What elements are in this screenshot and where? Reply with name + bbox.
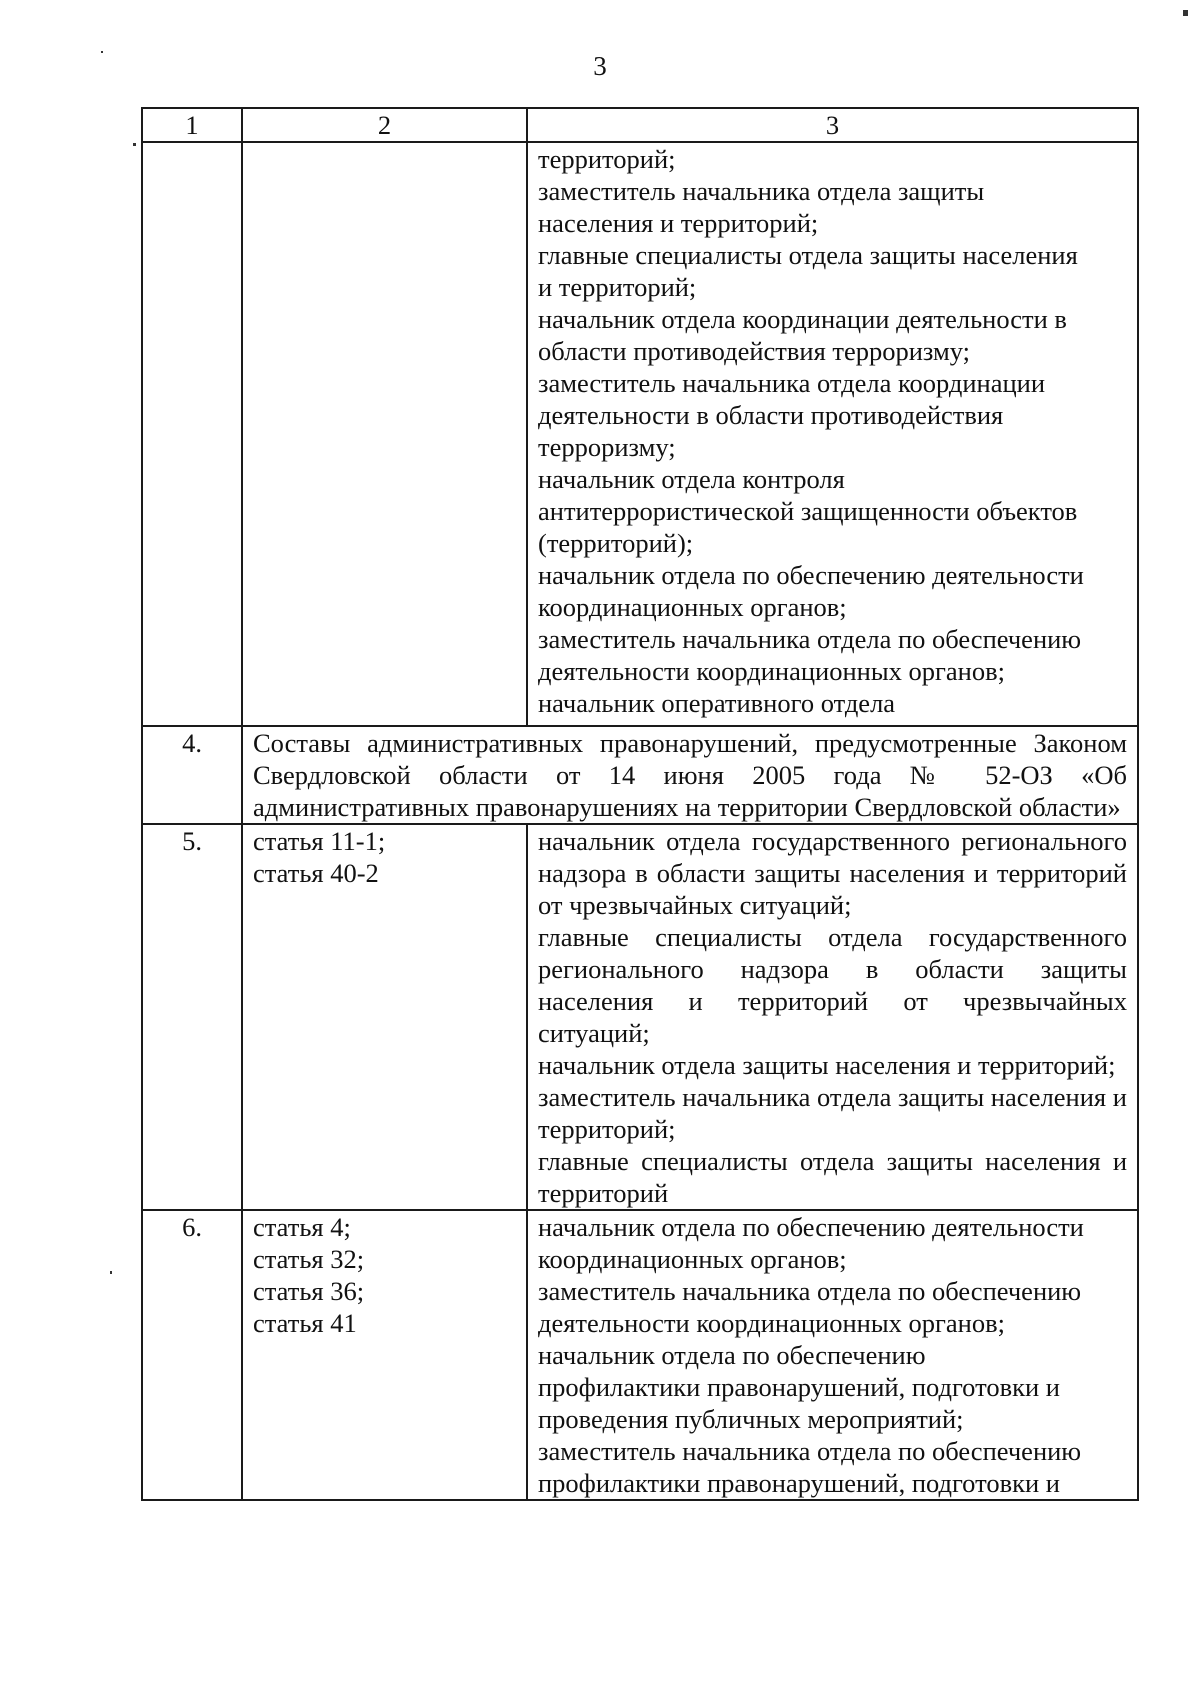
row-number: 5. (142, 824, 242, 1210)
text-line: территорий; (538, 144, 676, 174)
text-line: начальник отдела координации деятельности в (538, 304, 1067, 334)
scan-speck (110, 1271, 112, 1274)
official-entry: начальник отдела государственного регионального надзора в области защиты населения и территорий от чрезвычайных ситуаций; (538, 826, 1127, 920)
article-item: статья 40-2 (253, 858, 379, 888)
text-line: заместитель начальника отдела по обеспечению (538, 624, 1082, 654)
officials-cell (527, 142, 1138, 726)
text-line: деятельности координационных органов; (538, 1308, 1005, 1338)
official-entry: начальник отдела защиты населения и территорий; (538, 1050, 1116, 1080)
text-line: начальник отдела по обеспечению деятельности (538, 560, 1084, 590)
text-line: начальник оперативного отдела (538, 688, 896, 718)
articles-cell (242, 824, 527, 1210)
officials-cell (527, 1210, 1138, 1500)
text-line: координационных органов; (538, 592, 847, 622)
text-line: координационных органов; (538, 1244, 847, 1274)
officials-table (141, 107, 1139, 1501)
table-row-continuation (142, 142, 1138, 726)
text-line: области противодействия терроризму; (538, 336, 971, 366)
text-line: главные специалисты отдела защиты населения (538, 240, 1078, 270)
text-line: профилактики правонарушений, подготовки и (538, 1468, 1060, 1498)
articles-cell (242, 1210, 527, 1500)
header-cell-1: 1 (142, 108, 242, 142)
text-line: и территорий; (538, 272, 697, 302)
text-line: заместитель начальника отдела по обеспечению (538, 1276, 1082, 1306)
row-number: 6. (142, 1210, 242, 1500)
text-line: населения и территорий; (538, 208, 819, 238)
text-line: начальник отдела контроля (538, 464, 845, 494)
official-entry: главные специалисты отдела государственного регионального надзора в области защиты населения и территорий от чрезвычайных ситуаций; (538, 922, 1127, 1048)
official-entry: главные специалисты отдела защиты населения и территорий (538, 1146, 1127, 1208)
table-header-row (142, 108, 1138, 142)
scan-speck (1183, 10, 1188, 16)
header-cell-3: 3 (527, 108, 1138, 142)
page-number: 3 (593, 51, 607, 81)
article-item: статья 41 (253, 1308, 357, 1338)
article-item: статья 32; (253, 1244, 365, 1274)
header-cell-2: 2 (242, 108, 527, 142)
official-entry: заместитель начальника отдела защиты населения и территорий; (538, 1082, 1127, 1144)
text-line: заместитель начальника отдела по обеспечению (538, 1436, 1082, 1466)
officials-cell (527, 824, 1138, 1210)
article-item: статья 4; (253, 1212, 351, 1242)
text-line: (территорий); (538, 528, 694, 558)
cell-empty (242, 142, 527, 726)
section-heading-cell: Составы административных правонарушений, предусмотренные Законом Свердловской области от 14 июня 2005 года № 52-ОЗ «Об административных правонарушениях на территории Свердловской области» (242, 726, 1138, 824)
text-line: заместитель начальника отдела защиты (538, 176, 985, 206)
cell-empty (142, 142, 242, 726)
table-row-5 (142, 824, 1138, 1210)
text-line: начальник отдела по обеспечению деятельности (538, 1212, 1084, 1242)
text-line: терроризму; (538, 432, 676, 462)
text-line: заместитель начальника отдела координации (538, 368, 1046, 398)
scan-speck (133, 143, 136, 146)
table-row-4 (142, 726, 1138, 824)
table-row-6 (142, 1210, 1138, 1500)
text-line: проведения публичных мероприятий; (538, 1404, 964, 1434)
article-item: статья 36; (253, 1276, 365, 1306)
text-line: начальник отдела по обеспечению (538, 1340, 926, 1370)
text-line: деятельности координационных органов; (538, 656, 1005, 686)
text-line: профилактики правонарушений, подготовки и (538, 1372, 1060, 1402)
text-line: деятельности в области противодействия (538, 400, 1004, 430)
text-line: антитеррористической защищенности объектов (538, 496, 1078, 526)
article-item: статья 11-1; (253, 826, 386, 856)
row-number: 4. (142, 726, 242, 824)
